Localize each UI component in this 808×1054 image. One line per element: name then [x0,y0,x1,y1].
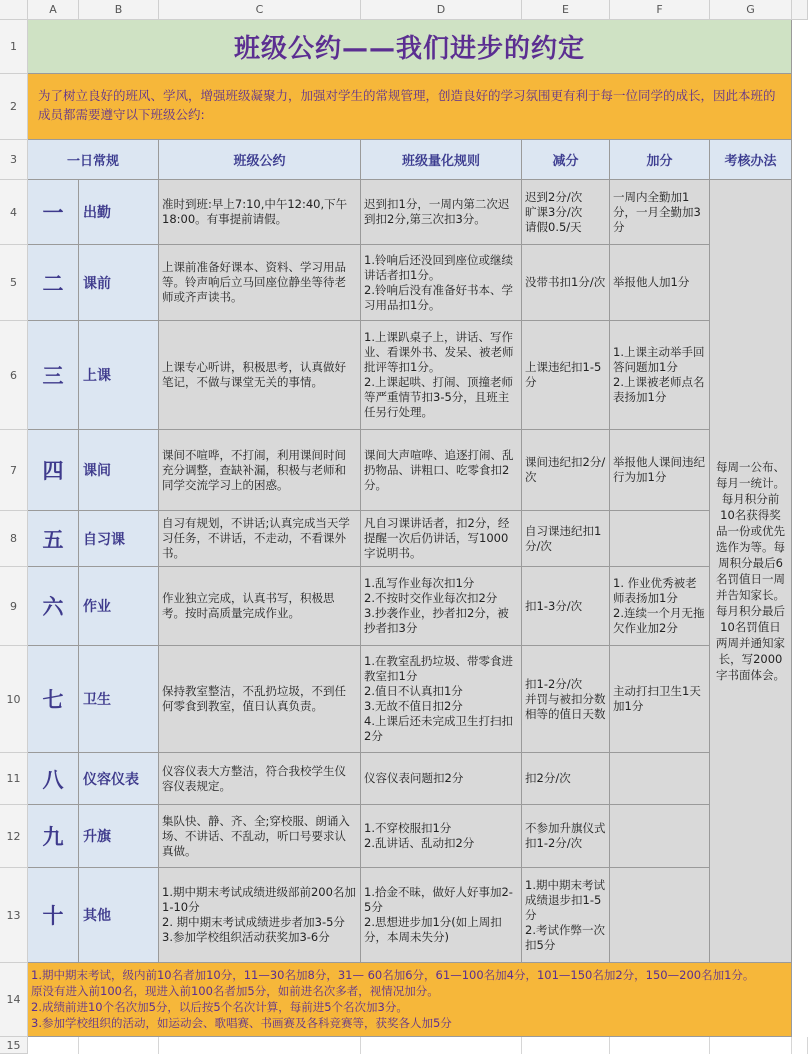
empty-cell[interactable] [522,1037,610,1054]
page-title[interactable]: 班级公约——我们进步的约定 [28,20,792,74]
row-header-4[interactable]: 4 [0,180,28,245]
quant-cell-text: 1.乱写作业每次扣1分 2.不按时交作业每次扣2分 3.抄袭作业，抄者扣2分，被抄者扣3分 [364,576,509,635]
row-number-cell[interactable]: 三 [28,321,79,430]
quant-cell[interactable] [361,511,522,567]
plus-cell[interactable] [610,646,710,753]
row-header-3[interactable]: 3 [0,140,28,180]
header-quant[interactable]: 班级量化规则 [361,140,522,180]
header-rules[interactable]: 班级公约 [159,140,361,180]
note-line: 1.期中期末考试，级内前10名者加10分，11—30名加8分，31— 60名加6分，61—100名加4分，101—150名加2分，150—200名加1分。 [31,968,755,982]
row-header-6[interactable]: 6 [0,321,28,430]
row-item-cell[interactable]: 卫生 [79,646,159,753]
rule-cell[interactable] [159,646,361,753]
select-all-corner[interactable] [0,0,28,20]
minus-cell[interactable] [522,430,610,511]
minus-cell[interactable] [522,321,610,430]
plus-cell-text: 1. 作业优秀被老师表扬加1分 2.连续一个月无拖欠作业加2分 [613,576,705,635]
column-header-c[interactable]: C [159,0,361,20]
minus-cell[interactable] [522,180,610,245]
rule-cell[interactable] [159,180,361,245]
rule-cell[interactable] [159,805,361,868]
quant-cell[interactable] [361,430,522,511]
quant-cell-text: 凡自习课讲话者，扣2分，经提醒一次后仍讲话，写1000字说明书。 [364,516,510,560]
plus-cell-text: 举报他人课间违纪行为加1分 [613,455,705,484]
minus-cell-text: 课间违纪扣2分/次 [525,455,606,484]
row-header-2[interactable]: 2 [0,74,28,140]
row-number-cell[interactable]: 六 [28,567,79,646]
column-header-a[interactable]: A [28,0,79,20]
rule-cell-text: 仪容仪表大方整洁，符合我校学生仪容仪表规定。 [162,763,346,793]
method-text: 每周一公布、每月一统计。每月积分前10名获得奖品一份或优先选作为等。每周积分最后6名罚值日一周并告知家长。每月积分最后10名罚值日两周并通知家长，写2000字书面体会。 [716,460,785,682]
plus-cell-text: 1.上课主动举手回答问题加1分 2.上课被老师点名表扬加1分 [613,345,705,404]
row-item-cell[interactable]: 出勤 [79,180,159,245]
plus-cell[interactable] [610,868,710,963]
row-header-9[interactable]: 9 [0,567,28,646]
quant-cell[interactable] [361,805,522,868]
quant-cell-text: 1.拾金不昧，做好人好事加2-5分 2.思想进步加1分(如上周扣分，本周未失分) [364,885,513,944]
rule-cell-text: 集队快、静、齐、全;穿校服、朗诵入场、不讲话、不乱动，听口号要求认真做。 [162,813,350,858]
plus-cell[interactable] [610,321,710,430]
row-number-cell[interactable]: 四 [28,430,79,511]
column-header-filler [792,0,808,20]
rule-cell-text: 上课专心听讲，积极思考，认真做好笔记，不做与课堂无关的事情。 [162,360,346,389]
quant-cell[interactable] [361,868,522,963]
rule-cell-text: 自习有规划，不讲话;认真完成当天学习任务，不讲话，不走动，不看课外书。 [162,516,350,560]
row-item-cell[interactable]: 作业 [79,567,159,646]
row-number-cell[interactable]: 十 [28,868,79,963]
column-header-g[interactable]: G [710,0,792,20]
quant-cell[interactable] [361,245,522,321]
minus-cell-text: 自习课违纪扣1分/次 [525,523,602,553]
minus-cell-text: 迟到2分/次 旷课3分/次 请假0.5/天 [525,189,583,234]
row-header-8[interactable]: 8 [0,511,28,567]
plus-cell[interactable] [610,805,710,868]
rule-cell-text: 保持教室整洁，不乱扔垃圾，不到任何零食到教室，值日认真负责。 [162,684,346,713]
row-number-cell[interactable]: 一 [28,180,79,245]
minus-cell[interactable] [522,567,610,646]
column-header-e[interactable]: E [522,0,610,20]
empty-cell[interactable] [792,1037,808,1054]
minus-cell-text: 上课违纪扣1-5分 [525,360,602,389]
row-header-12[interactable]: 12 [0,805,28,868]
plus-cell[interactable] [610,430,710,511]
quant-cell[interactable] [361,753,522,805]
header-daily[interactable]: 一日常规 [28,140,159,180]
row-item-cell[interactable]: 自习课 [79,511,159,567]
quant-cell-text: 仪容仪表问题扣2分 [364,771,464,785]
row-item-cell[interactable]: 仪容仪表 [79,753,159,805]
note-line: 2.成绩前进10个名次加5分，以后按5个名次计算，每前进5个名次加3分。 [31,1000,408,1014]
quant-cell[interactable] [361,180,522,245]
empty-cell[interactable] [159,1037,361,1054]
rule-cell-text: 作业独立完成，认真书写，积极思考。按时高质量完成作业。 [162,591,335,620]
plus-cell-text: 主动打扫卫生1天加1分 [613,684,701,713]
row-header-10[interactable]: 10 [0,646,28,753]
minus-cell-text: 不参加升旗仪式扣1-2分/次 [525,821,606,850]
plus-cell[interactable] [610,180,710,245]
empty-cell[interactable] [28,1037,79,1054]
plus-cell-text: 举报他人加1分 [613,275,690,289]
row-item-cell[interactable]: 其他 [79,868,159,963]
method-cell[interactable] [710,180,792,963]
minus-cell-text: 扣1-3分/次 [525,598,583,613]
rule-cell[interactable] [159,567,361,646]
row-header-14[interactable]: 14 [0,963,28,1037]
quant-cell-text: 课间大声喧哗、追逐打闹、乱扔物品、讲粗口、吃零食扣2分。 [364,447,514,492]
quant-cell-text: 1.上课趴桌子上，讲话、写作业、看课外书、发呆、被老师批评等扣1分。 2.上课起哄、打闹、顶撞老师等严重情节扣3-5分，且班主任另行处理。 [364,330,514,419]
row-header-15[interactable]: 15 [0,1037,28,1054]
note-line: 3.参加学校组织的活动，如运动会、歌唱赛、书画赛及各科竞赛等，获奖各人加5分 [31,1016,452,1030]
minus-cell-text: 扣1-2分/次 并罚与被扣分数相等的值日天数 [525,676,606,721]
row-item-cell[interactable]: 上课 [79,321,159,430]
rule-cell[interactable] [159,753,361,805]
plus-cell-text: 一周内全勤加1分，一月全勤加3分 [613,189,701,234]
quant-cell-text: 1.不穿校服扣1分 2.乱讲话、乱动扣2分 [364,821,475,850]
row-header-5[interactable]: 5 [0,245,28,321]
row-item-cell[interactable]: 课间 [79,430,159,511]
minus-cell[interactable] [522,753,610,805]
row-header-13[interactable]: 13 [0,868,28,963]
column-header-f[interactable]: F [610,0,710,20]
rule-cell[interactable] [159,868,361,963]
row-number-cell[interactable]: 九 [28,805,79,868]
minus-cell-text: 扣2分/次 [525,771,571,785]
rule-cell[interactable] [159,511,361,567]
empty-cell[interactable] [361,1037,522,1054]
column-header-d[interactable]: D [361,0,522,20]
quant-cell-text: 迟到扣1分，一周内第二次迟到扣2分,第三次扣3分。 [364,197,510,226]
rule-cell-text: 准时到班:早上7:10,中午12:40,下午18:00。有事提前请假。 [162,197,348,226]
notes-cell[interactable] [28,963,792,1037]
minus-cell[interactable] [522,646,610,753]
rule-cell[interactable] [159,245,361,321]
row-item-cell[interactable]: 升旗 [79,805,159,868]
row-header-1[interactable]: 1 [0,20,28,74]
quant-cell-text: 1.铃响后还没回到座位或继续讲话者扣1分。 2.铃响后没有准备好书本、学习用品扣1分。 [364,252,513,312]
rule-cell[interactable] [159,430,361,511]
row-number-cell[interactable]: 八 [28,753,79,805]
plus-cell[interactable] [610,753,710,805]
minus-cell[interactable] [522,868,610,963]
row-item-cell[interactable]: 课前 [79,245,159,321]
quant-cell[interactable] [361,646,522,753]
note-line: 原没有进入前100名，现进入前100名者加5分，如前进名次多者，视情况加分。 [31,984,439,998]
plus-cell[interactable] [610,245,710,321]
column-header-b[interactable]: B [79,0,159,20]
plus-cell[interactable] [610,511,710,567]
row-number-cell[interactable]: 五 [28,511,79,567]
row-number-cell[interactable]: 二 [28,245,79,321]
quant-cell[interactable] [361,567,522,646]
header-method[interactable]: 考核办法 [710,140,792,180]
row-header-11[interactable]: 11 [0,753,28,805]
empty-cell[interactable] [710,1037,792,1054]
row-header-7[interactable]: 7 [0,430,28,511]
header-plus[interactable]: 加分 [610,140,710,180]
rule-cell-text: 课间不喧哗，不打闹，利用课间时间充分调整，查缺补漏，积极与老师和同学交流学习上的困惑。 [162,447,346,492]
empty-cell[interactable] [79,1037,159,1054]
minus-cell-text: 没带书扣1分/次 [525,275,606,289]
minus-cell-text: 1.期中期末考试成绩退步扣1-5分 2.考试作弊一次扣5分 [525,877,605,952]
header-minus[interactable]: 减分 [522,140,610,180]
quant-cell-text: 1.在教室乱扔垃圾、带零食进教室扣1分 2.值日不认真扣1分 3.无故不值日扣2分 4.上课后还未完成卫生打扫扣2分 [364,654,513,743]
empty-cell[interactable] [610,1037,710,1054]
row-number-cell[interactable]: 七 [28,646,79,753]
intro-text[interactable]: 为了树立良好的班风、学风，增强班级凝聚力，加强对学生的常规管理，创造良好的学习氛围更有利于每一位同学的成长，因此本班的成员都需要遵守以下班级公约: [28,74,792,140]
plus-cell[interactable] [610,567,710,646]
minus-cell[interactable] [522,245,610,321]
minus-cell[interactable] [522,805,610,868]
rule-cell[interactable] [159,321,361,430]
rule-cell-text: 上课前准备好课本、资料、学习用品等。铃声响后立马回座位静坐等待老师或齐声读书。 [162,260,346,304]
quant-cell[interactable] [361,321,522,430]
rule-cell-text: 1.期中期末考试成绩进级部前200名加1-10分 2. 期中期末考试成绩进步者加3-5分 3.参加学校组织活动获奖加3-6分 [162,885,356,944]
minus-cell[interactable] [522,511,610,567]
